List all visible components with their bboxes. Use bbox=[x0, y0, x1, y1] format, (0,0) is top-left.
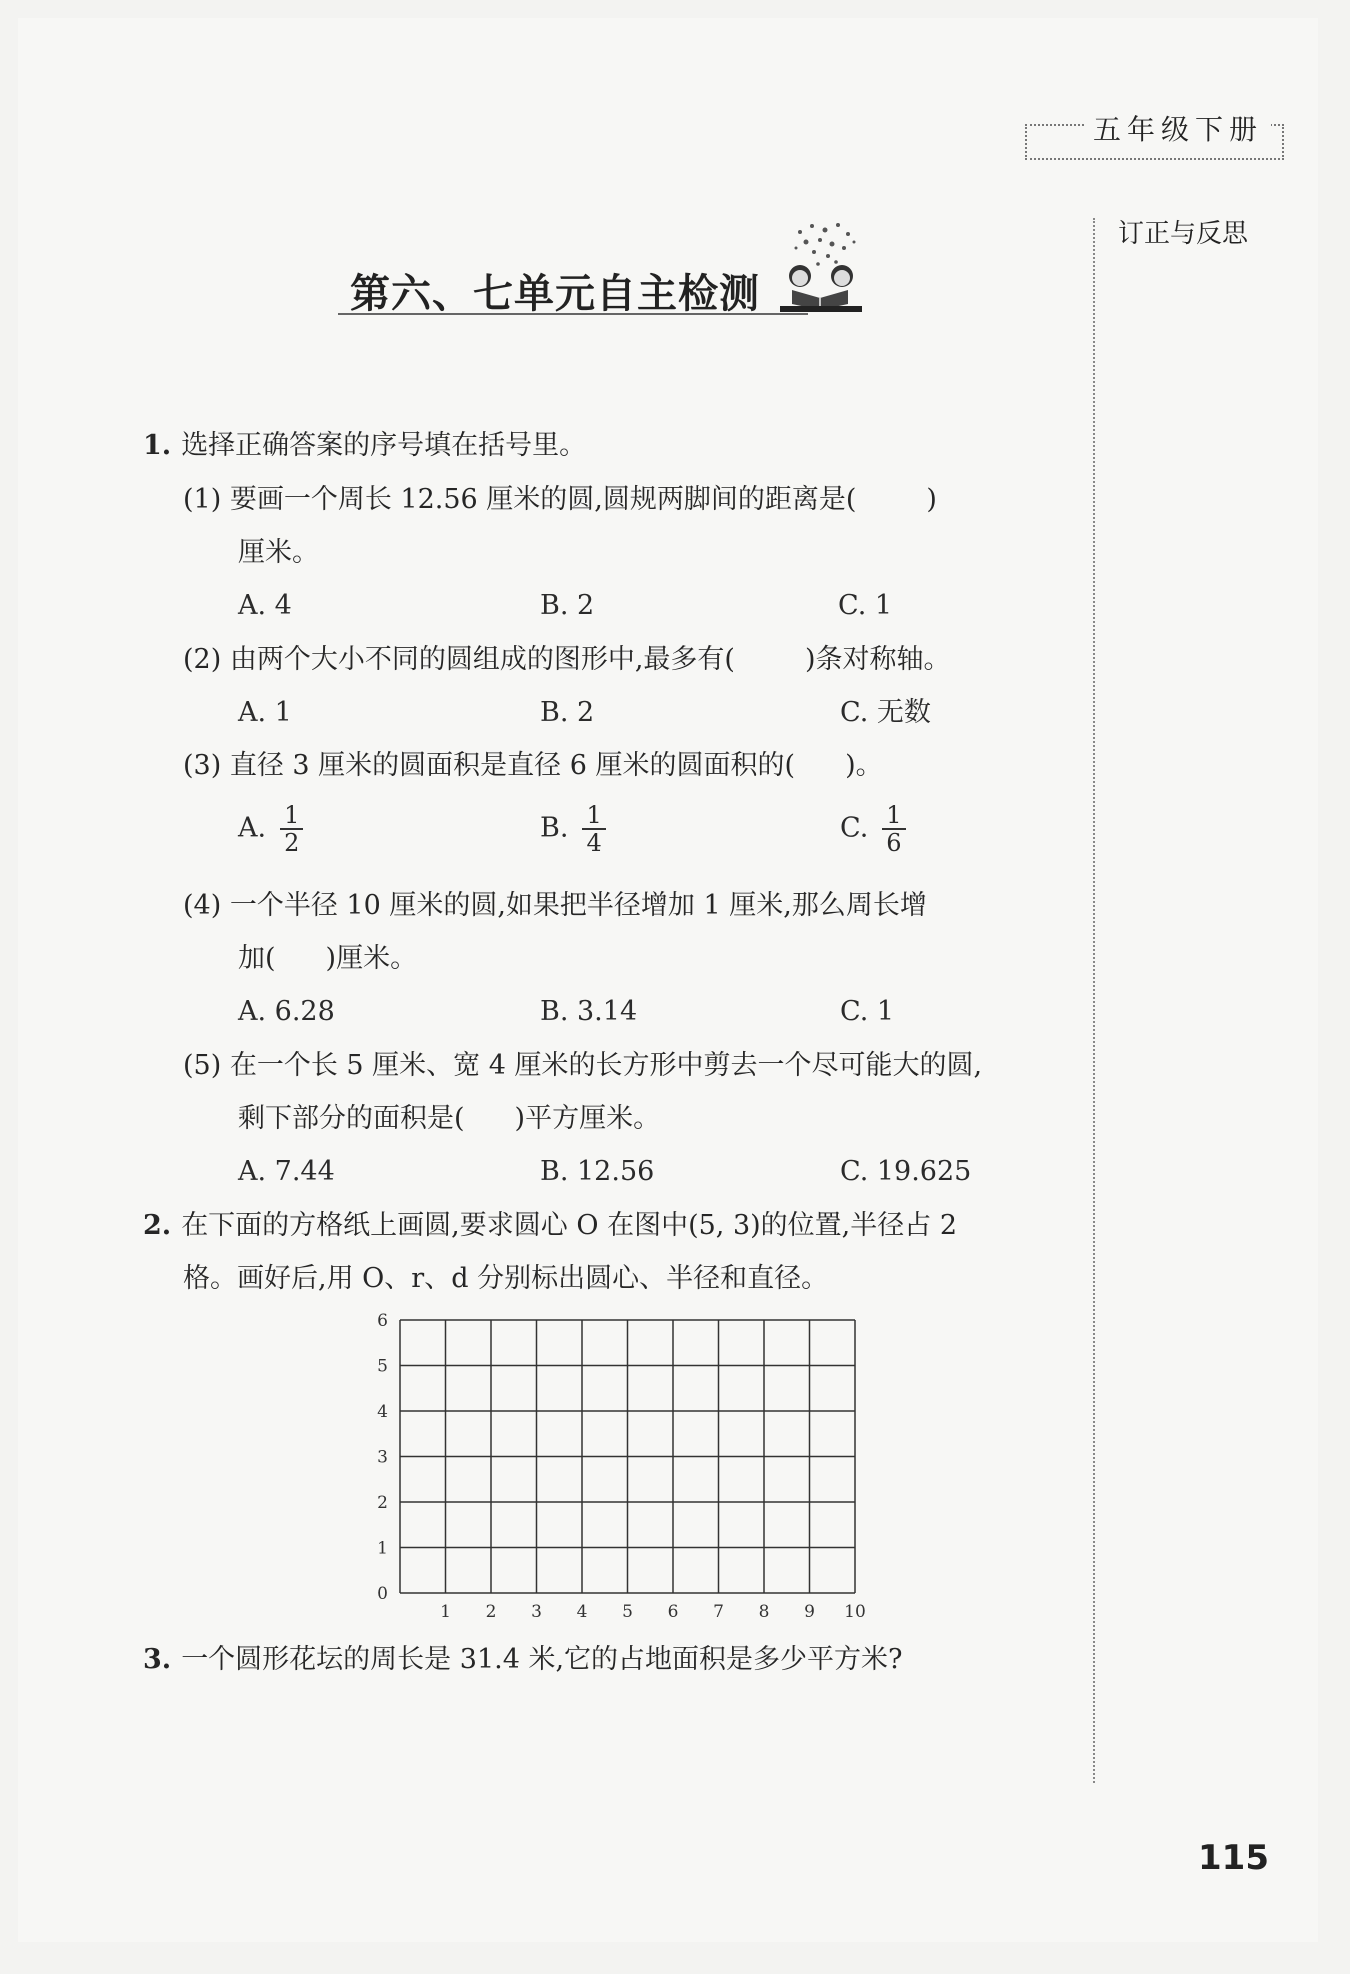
y-axis-tick-label: 6 bbox=[377, 1311, 388, 1331]
q1-item-2-line1 bbox=[183, 642, 951, 678]
q1-item-3-option-c bbox=[840, 802, 906, 856]
question-3-text: 一个圆形花坛的周长是 31.4 米,它的占地面积是多少平方米? bbox=[181, 1644, 903, 1675]
question-3 bbox=[143, 1642, 903, 1678]
q1-item-2-option-a: A. 1 bbox=[238, 697, 292, 728]
option-label: C. bbox=[840, 812, 869, 844]
question-1-text: 选择正确答案的序号填在括号里。 bbox=[181, 430, 587, 461]
x-axis-tick-label: 9 bbox=[804, 1602, 815, 1622]
x-axis-tick-label: 5 bbox=[622, 1602, 633, 1622]
y-axis-tick-label: 1 bbox=[377, 1538, 388, 1559]
q1-item-5-option-c: C. 19.625 bbox=[840, 1156, 972, 1187]
q1-item-4-option-b: B. 3.14 bbox=[540, 996, 638, 1027]
q1-item-1-option-b: B. 2 bbox=[540, 590, 595, 621]
denominator: 4 bbox=[586, 829, 602, 857]
title-underline bbox=[338, 313, 808, 315]
fraction bbox=[280, 802, 303, 856]
y-axis-tick-label: 2 bbox=[377, 1493, 388, 1513]
y-axis-tick-label: 3 bbox=[377, 1447, 388, 1468]
q1-item-3-line1 bbox=[183, 748, 883, 784]
q1-item-4-text: 加( bbox=[238, 943, 276, 974]
question-2-number: 2. bbox=[143, 1210, 172, 1241]
q1-item-3-text: (3) 直径 3 厘米的圆面积是直径 6 厘米的圆面积的( bbox=[183, 750, 796, 781]
unit-title: 第六、七单元自主检测 bbox=[350, 271, 760, 317]
reading-children-illustration bbox=[770, 220, 870, 315]
option-label: A. bbox=[238, 812, 267, 844]
coordinate-grid[interactable] bbox=[360, 1308, 880, 1628]
question-1-stem bbox=[143, 428, 586, 464]
option-label: B. bbox=[540, 812, 569, 844]
origin-label: 0 bbox=[377, 1584, 388, 1604]
q1-item-1-option-a: A. 4 bbox=[238, 590, 292, 621]
numerator: 1 bbox=[882, 802, 905, 830]
x-axis-tick-label: 8 bbox=[758, 1602, 770, 1622]
margin-divider bbox=[1093, 218, 1095, 1783]
q1-item-5-option-b: B. 12.56 bbox=[540, 1156, 655, 1187]
q1-item-1-text: (1) 要画一个周长 12.56 厘米的圆,圆规两脚间的距离是( bbox=[183, 484, 857, 515]
denominator: 6 bbox=[886, 829, 902, 857]
question-3-number: 3. bbox=[143, 1644, 172, 1675]
x-axis-tick-label: 7 bbox=[713, 1602, 724, 1622]
numerator: 1 bbox=[280, 802, 303, 830]
q1-item-5-line2 bbox=[238, 1101, 660, 1137]
q1-item-4-line1: (4) 一个半径 10 厘米的圆,如果把半径增加 1 厘米,那么周长增 bbox=[183, 890, 927, 921]
q1-item-5-option-a: A. 7.44 bbox=[238, 1156, 335, 1187]
x-axis-tick-label: 4 bbox=[576, 1602, 588, 1622]
q1-item-3-option-b bbox=[540, 802, 606, 856]
question-2-line1 bbox=[143, 1208, 957, 1244]
fraction bbox=[582, 802, 605, 856]
q1-item-1-line1 bbox=[183, 482, 937, 518]
q1-item-4-option-c: C. 1 bbox=[840, 996, 895, 1027]
q1-item-2-option-b: B. 2 bbox=[540, 697, 595, 728]
margin-title: 订正与反思 bbox=[1118, 219, 1249, 249]
question-2-line2: 格。画好后,用 O、r、d 分别标出圆心、半径和直径。 bbox=[183, 1263, 829, 1294]
fraction bbox=[882, 802, 905, 856]
q1-item-5-text: 剩下部分的面积是( bbox=[238, 1103, 465, 1134]
x-axis-tick-label: 10 bbox=[844, 1602, 866, 1622]
denominator: 2 bbox=[284, 829, 300, 857]
x-axis-tick-label: 3 bbox=[531, 1602, 542, 1622]
q1-item-3-option-a bbox=[238, 802, 303, 856]
q1-item-1-option-c: C. 1 bbox=[838, 590, 893, 621]
q1-item-5-text-end: )平方厘米。 bbox=[514, 1103, 661, 1134]
q1-item-4-line2 bbox=[238, 941, 417, 977]
question-2-text: 在下面的方格纸上画圆,要求圆心 O 在图中(5, 3)的位置,半径占 2 bbox=[181, 1210, 958, 1241]
q1-item-4-option-a: A. 6.28 bbox=[238, 996, 335, 1027]
q1-item-1-line2: 厘米。 bbox=[238, 537, 319, 568]
y-axis-tick-label: 5 bbox=[377, 1356, 388, 1377]
x-axis-tick-label: 2 bbox=[485, 1602, 497, 1622]
q1-item-2-option-c: C. 无数 bbox=[840, 697, 931, 728]
numerator: 1 bbox=[582, 802, 605, 830]
q1-item-5-line1: (5) 在一个长 5 厘米、宽 4 厘米的长方形中剪去一个尽可能大的圆, bbox=[183, 1050, 983, 1081]
page-number: 115 bbox=[1198, 1838, 1269, 1878]
q1-item-3-text-end: )。 bbox=[845, 750, 883, 781]
grade-label: 五年级下册 bbox=[1085, 108, 1271, 148]
y-axis-tick-label: 4 bbox=[377, 1402, 388, 1422]
q1-item-1-paren-close: ) bbox=[926, 484, 937, 515]
q1-item-2-text: (2) 由两个大小不同的圆组成的图形中,最多有( bbox=[183, 644, 735, 675]
q1-item-4-text-end: )厘米。 bbox=[325, 943, 418, 974]
question-1-number: 1. bbox=[143, 430, 172, 461]
x-axis-tick-label: 1 bbox=[440, 1602, 451, 1622]
q1-item-2-text-end: )条对称轴。 bbox=[804, 644, 951, 675]
x-axis-tick-label: 6 bbox=[667, 1602, 679, 1622]
